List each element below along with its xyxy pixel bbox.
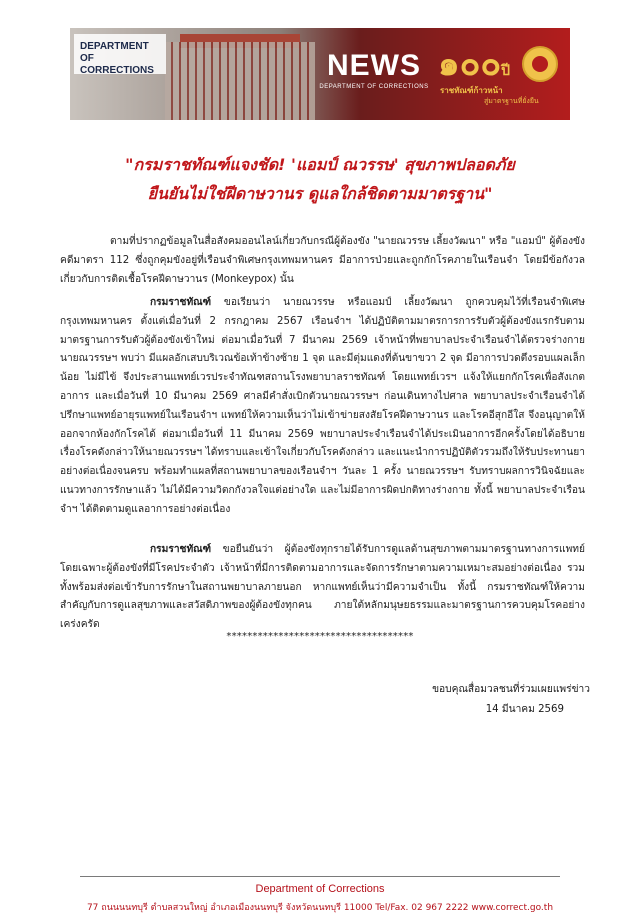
paragraph-intro: ตามที่ปรากฏข้อมูลในสื่อสังคมออนไลน์เกี่ยวกับกรณีผู้ต้องขัง "นายณวรรษ เลี้ยงวัฒนา" หรือ "แอมป์" ผู้ต้องขังคดีมาตรา 112 ซึ่งถูกคุมขังอยู่ที่เรือนจำพิเศษกรุงเทพมหานคร มีอาการป่วยและถูกกักโรคภายในเรือนจำ โดยมีข้อกังวลเกี่ยวกับการติดเชื้อโรคฝีดาษวานร (Monkeypox) นั้น [60, 236, 585, 285]
anniversary-number: ๑๐๐ปี [438, 44, 510, 84]
paragraph-affirmation [60, 541, 585, 635]
closing-thanks: ขอบคุณสื่อมวลชนที่ร่วมเผยแพร่ข่าว [432, 684, 590, 695]
anniversary-suffix: ปี [501, 63, 510, 79]
paragraph-affirmation-text: ขอยืนยันว่า ผู้ต้องขังทุกรายได้รับการดูแลด้านสุขภาพตามมาตรฐานทางการแพทย์ โดยเฉพาะผู้ต้องขังที่มีโรคประจำตัว เจ้าหน้าที่มีการติดตามอาการและจัดการรักษาตามความเหมาะสมอย่างต่อเนื่อง รวมทั้งพร้อมส่งต่อเข้ารับการรักษาในสถานพยาบาลภายนอก หากแพทย์เห็นว่ามีความจำเป็น ทั้งนี้ กรมราชทัณฑ์ให้ความสำคัญกับการดูแลสุขภาพและสวัสดิภาพของผู้ต้องขังทุกคน ภายใต้หลักมนุษยธรรมและมาตรฐานการควบคุมโรคอย่างเคร่งครัด [60, 544, 585, 631]
closing-block [360, 680, 590, 720]
anniversary-logo [438, 40, 564, 110]
paragraph-response [60, 294, 585, 520]
paragraph-response-lead: กรมราชทัณฑ์ [150, 297, 212, 308]
headline [60, 150, 580, 208]
anniversary-slogan-2: สู่มาตรฐานที่ยั่งยืน [484, 97, 539, 105]
news-title-box [318, 48, 430, 108]
anniversary-slogan-1: ราชทัณฑ์ก้าวหน้า [440, 86, 503, 95]
dept-logo-line2: OF CORRECTIONS [80, 53, 154, 76]
separator-stars: ************************************ [226, 631, 414, 642]
paragraph-affirmation-lead: กรมราชทัณฑ์ [150, 544, 212, 555]
department-logo [74, 34, 166, 74]
news-label: NEWS [327, 49, 421, 82]
dept-logo-line1: DEPARTMENT [80, 41, 149, 52]
footer-divider [80, 876, 560, 877]
footer-address: 77 ถนนนนทบุรี ตำบลสวนใหญ่ อำเภอเมืองนนทบุรี จังหวัดนนทบุรี 11000 Tel/Fax. 02 967 2222 www.correct.go.th [86, 903, 554, 913]
headline-line-1: "กรมราชทัณฑ์แจงชัด! 'แอมป์ ณวรรษ' สุขภาพปลอดภัย [125, 155, 515, 174]
building-photo [165, 42, 315, 120]
paragraph-response-text: ขอเรียนว่า นายณวรรษ หรือแอมป์ เลี้ยงวัฒนา ถูกควบคุมไว้ที่เรือนจำพิเศษกรุงเทพมหานคร ตั้งแต่เมื่อวันที่ 2 กรกฎาคม 2567 เรือนจำฯ ได้ปฏิบัติตามมาตรการการรับตัวผู้ต้องขังแรกรับตามมาตรฐานการรับตัวผู้ต้องขังเข้าใหม่ ต่อมาเมื่อวันที่ 7 มีนาคม 2569 เจ้าหน้าที่พยาบาลประจำเรือนจำได้ตรวจร่างกายนายณวรรษฯ พบว่า มีแผลอักเสบบริเวณข้อเท้าข้างซ้าย 1 จุด และมีตุ่มแดงที่ต้นขาขวา 2 จุด มีอาการปวดตึงรอบแผลเล็กน้อย ไม่มีไข้ จึงประสานแพทย์เวรประจำทัณฑสถานโรงพยาบาลราชทัณฑ์ โดยแพทย์เวรฯ แจ้งให้แยกกักโรคเพื่อสังเกตอาการ และเมื่อวันที่ 10 มีนาคม 2569 ศาลมีคำสั่งเบิกตัวนายณวรรษฯ ก่อนเดินทางไปศาล พยาบาลประจำเรือนจำได้ปรึกษาแพทย์อายุรแพทย์ในเรือนจำฯ แพทย์ให้ความเห็นว่าไม่เข้าข่ายสงสัยโรคฝีดาษวานร และโรคอีสุกอีใส จึงอนุญาตให้ออกจากห้องกักโรคได้ ต่อมาเมื่อวันที่ 11 มีนาคม 2569 พยาบาลประจำเรือนจำได้ประเมินอาการอีกครั้งโดยได้อธิบายเรื่องโรคดังกล่าวให้นายณวรรษฯ ได้ทราบและเข้าใจเกี่ยวกับโรคดังกล่าว และแนะนำการปฏิบัติตัวรวมถึงให้รับประทานยาอย่างต่อเนื่องจนครบ พร้อมทำแผลที่สถานพยาบาลของเรือนจำฯ วันละ 1 ครั้ง นายณวรรษฯ รับทราบผลการวินิจฉัยและแนวทางการรักษาแล้ว ไม่ได้มีความวิตกกังวลใจแต่อย่างใด และไม่มีอาการผิดปกติทางร่างกาย ทั้งนี้ พยาบาลประจำเรือนจำฯ ได้ติดตามดูแลอาการอย่างต่อเนื่อง [60, 297, 585, 515]
footer-title: Department of Corrections [255, 883, 385, 895]
news-banner [70, 28, 570, 120]
closing-date: 14 มีนาคม 2569 [485, 704, 564, 715]
seal-icon [522, 46, 558, 82]
headline-line-2: ยืนยันไม่ใช่ฝีดาษวานร ดูแลใกล้ชิดตามมาตรฐาน" [147, 184, 493, 203]
news-sublabel: DEPARTMENT OF CORRECTIONS [319, 84, 429, 90]
